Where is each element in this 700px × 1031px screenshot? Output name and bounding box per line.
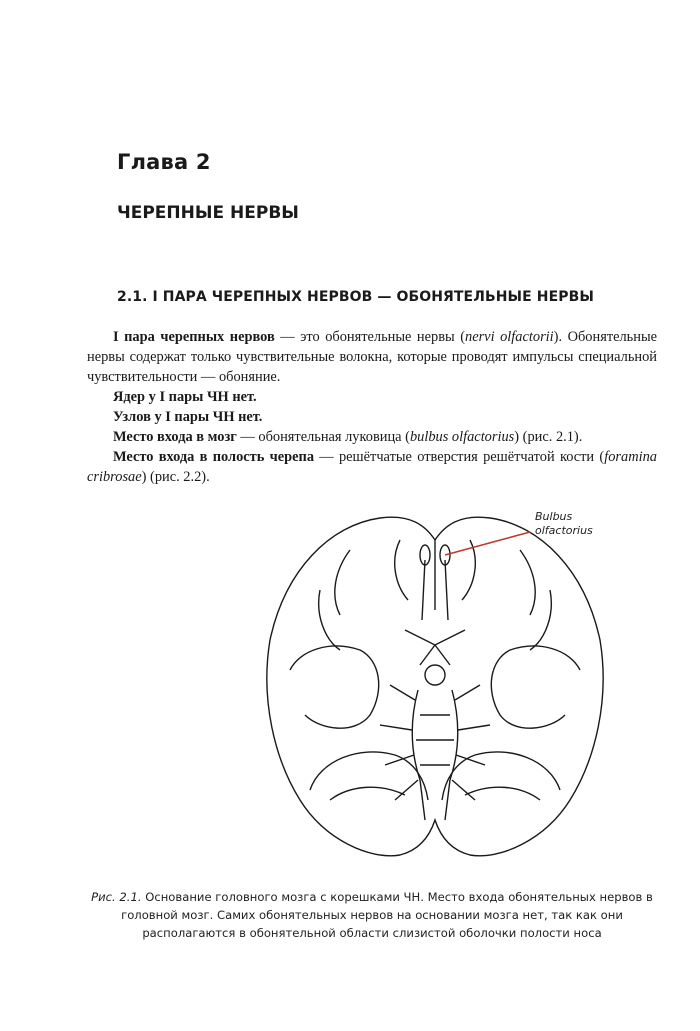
entry-brain-term: Место входа в мозг: [113, 429, 237, 445]
latin-term: nervi olfactorii: [465, 329, 554, 345]
chapter-number: Глава 2: [117, 150, 211, 174]
brain-illustration: [230, 500, 650, 870]
paragraph-3: [87, 407, 657, 427]
p5-text-2: ) (рис. 2.2).: [141, 469, 210, 485]
caption-prefix: Рис. 2.1.: [91, 890, 142, 904]
latin-term: foramina cribrosae: [87, 449, 657, 485]
paragraph-1: [87, 327, 657, 387]
p1-text: — это обонятельные нервы (: [274, 329, 465, 345]
paragraph-2: [87, 387, 657, 407]
brain-base-figure: [230, 500, 650, 870]
p1-text-2: ). Обонятельные нервы содержат только чувствительные волокна, которые проводят импульсы специальной чувствительности — обоняние.: [87, 329, 657, 385]
p4-text-2: ) (рис. 2.1).: [514, 429, 583, 445]
chapter-title: ЧЕРЕПНЫЕ НЕРВЫ: [117, 203, 299, 223]
p4-text: — обонятельная луковица (: [236, 429, 410, 445]
section-heading: 2.1. I ПАРА ЧЕРЕПНЫХ НЕРВОВ — ОБОНЯТЕЛЬНЫЕ НЕРВЫ: [117, 289, 594, 305]
entry-skull-term: Место входа в полость черепа: [113, 449, 315, 465]
figure-caption: [87, 888, 657, 942]
label-pointer-line: [445, 532, 530, 555]
label-bulbus: Bulbus: [535, 510, 573, 523]
p5-text: — решётчатые отверстия решётчатой кости (: [314, 449, 605, 465]
paragraph-5: [87, 447, 657, 487]
body-text: [87, 327, 657, 487]
caption-text: Основание головного мозга с корешками ЧН. Место входа обонятельных нервов в головной мозг. Самих обонятельных нервов на основании мозга нет, так как они располагаются в обонятельной области слизистой оболочки полости носа: [121, 890, 653, 940]
nuclei-statement: Ядер у I пары ЧН нет.: [113, 389, 257, 405]
latin-term: bulbus olfactorius: [409, 429, 515, 445]
term-first-pair: I пара черепных нервов: [113, 329, 275, 345]
label-olfactorius: olfactorius: [535, 524, 593, 537]
ganglia-statement: Узлов у I пары ЧН нет.: [113, 409, 263, 425]
paragraph-4: [87, 427, 657, 447]
brain-outline: [267, 517, 603, 856]
